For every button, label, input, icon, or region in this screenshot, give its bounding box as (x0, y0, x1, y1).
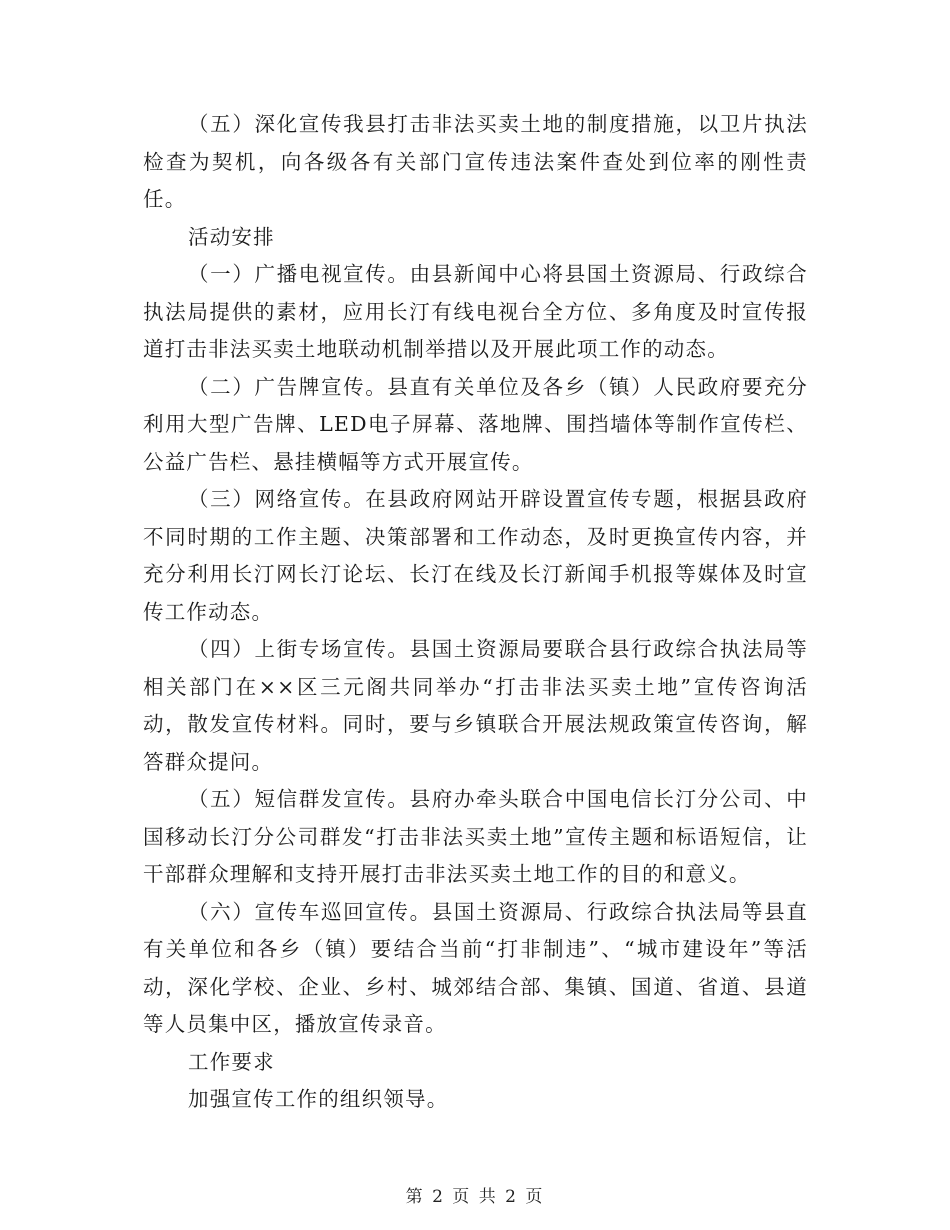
section-heading-work-requirements: 工作要求 (188, 1049, 275, 1074)
document-body (143, 106, 808, 1119)
paragraph-sms: （五）短信群发宣传。县府办牵头联合中国电信长汀分公司、中国移动长汀分公司群发“打击非法买卖土地”宣传主题和标语短信，让干部群众理解和支持开展打击非法买卖土地工作的目的和意义。 (143, 787, 808, 886)
paragraph-leadership: 加强宣传工作的组织领导。 (188, 1087, 449, 1111)
paragraph-billboard: （二）广告牌宣传。县直有关单位及各乡（镇）人民政府要充分利用大型广告牌、LED电子屏幕、落地牌、围挡墙体等制作宣传栏、公益广告栏、悬挂横幅等方式开展宣传。 (143, 374, 808, 474)
paragraph-network: （三）网络宣传。在县政府网站开辟设置宣传专题，根据县政府不同时期的工作主题、决策部署和工作动态，及时更换宣传内容，并充分利用长汀网长汀论坛、长汀在线及长汀新闻手机报等媒体及时宣传工作动态。 (143, 487, 808, 624)
paragraph-promote-land-policy: （五）深化宣传我县打击非法买卖土地的制度措施，以卫片执法检查为契机，向各级各有关部门宣传违法案件查处到位率的刚性责任。 (143, 112, 808, 211)
paragraph-broadcast-tv: （一）广播电视宣传。由县新闻中心将县国土资源局、行政综合执法局提供的素材，应用长汀有线电视台全方位、多角度及时宣传报道打击非法买卖土地联动机制举措以及开展此项工作的动态。 (143, 262, 808, 361)
page-number-footer: 第 2 页 共 2 页 (405, 1187, 545, 1207)
section-heading-activity-arrangement: 活动安排 (188, 224, 275, 249)
paragraph-street-campaign: （四）上街专场宣传。县国土资源局要联合县行政综合执法局等相关部门在××区三元阁共同举办“打击非法买卖土地”宣传咨询活动，散发宣传材料。同时，要与乡镇联合开展法规政策宣传咨询，解答群众提问。 (143, 637, 808, 774)
paragraph-publicity-vehicle: （六）宣传车巡回宣传。县国土资源局、行政综合执法局等县直有关单位和各乡（镇）要结合当前“打非制违”、“城市建设年”等活动，深化学校、企业、乡村、城郊结合部、集镇、国道、省道、县道等人员集中区，播放宣传录音。 (143, 899, 808, 1036)
